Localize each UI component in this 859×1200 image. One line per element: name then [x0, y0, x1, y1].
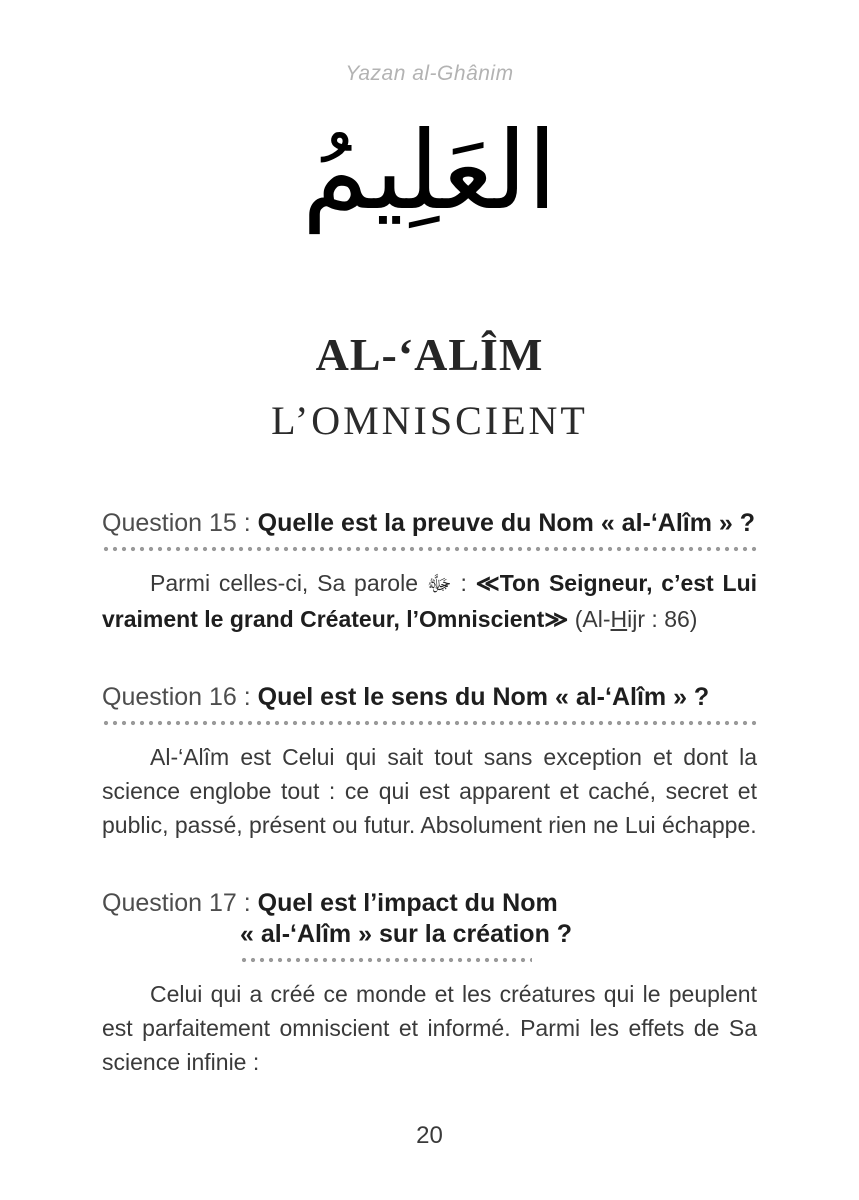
- question-16-section: [102, 682, 757, 842]
- reference-post: ijr : 86): [627, 606, 698, 632]
- answer-colon: :: [451, 570, 476, 596]
- reference-pre: (Al-: [568, 606, 611, 632]
- question-16-answer: Al-‘Alîm est Celui qui sait tout sans exception et dont la science englobe tout : ce qui est apparent et caché, secret et public, passé, présent ou futur. Absolument rien ne Lui échappe.: [102, 744, 757, 838]
- page-subtitle: L’OMNISCIENT: [271, 398, 588, 443]
- honorific-jalla-jalaluhu-icon: ﷻ: [426, 572, 452, 597]
- dotted-divider: [102, 545, 757, 553]
- answer-intro: Parmi celles-ci, Sa parole: [150, 570, 427, 596]
- question-15-text: Quelle est la preuve du Nom « al-‘Alîm » ?: [257, 509, 756, 537]
- arabic-calligraphy: العَلِيمُ: [301, 109, 558, 234]
- dotted-divider-short: [240, 956, 532, 964]
- question-15-section: [102, 508, 757, 636]
- page-number: 20: [416, 1122, 443, 1149]
- question-17-section: [102, 888, 757, 1079]
- question-17-label: Question 17: [102, 889, 237, 917]
- page-title: AL-‘ALÎM: [315, 329, 544, 380]
- question-16-heading: [102, 682, 757, 713]
- question-17-heading: [102, 888, 757, 950]
- question-16-text: Quel est le sens du Nom « al-‘Alîm » ?: [257, 683, 710, 711]
- question-15-heading: [102, 508, 757, 539]
- book-page: [100, 0, 759, 1200]
- question-15-separator: :: [236, 509, 258, 537]
- quran-quote: ≪Ton Seigneur, c’est Lui vraiment le grand Créateur, l’Omniscient≫: [102, 570, 758, 632]
- question-15-label: Question 15: [102, 509, 237, 537]
- question-16-label: Question 16: [102, 683, 237, 711]
- question-17-text-line2: « al-‘Alîm » sur la création ?: [240, 920, 573, 948]
- reference-underlined-letter: H: [610, 606, 628, 632]
- dotted-divider: [102, 719, 757, 727]
- question-16-separator: :: [236, 683, 258, 711]
- question-15-answer: [102, 566, 757, 636]
- question-17-answer: Celui qui a créé ce monde et les créatures qui le peuplent est parfaitement omniscient et informé. Parmi les effets de Sa science infinie :: [102, 981, 757, 1075]
- question-17-text-line1: Quel est l’impact du Nom: [257, 889, 558, 917]
- author-credit: Yazan al-Ghânim: [345, 62, 514, 85]
- question-17-separator: :: [236, 889, 258, 917]
